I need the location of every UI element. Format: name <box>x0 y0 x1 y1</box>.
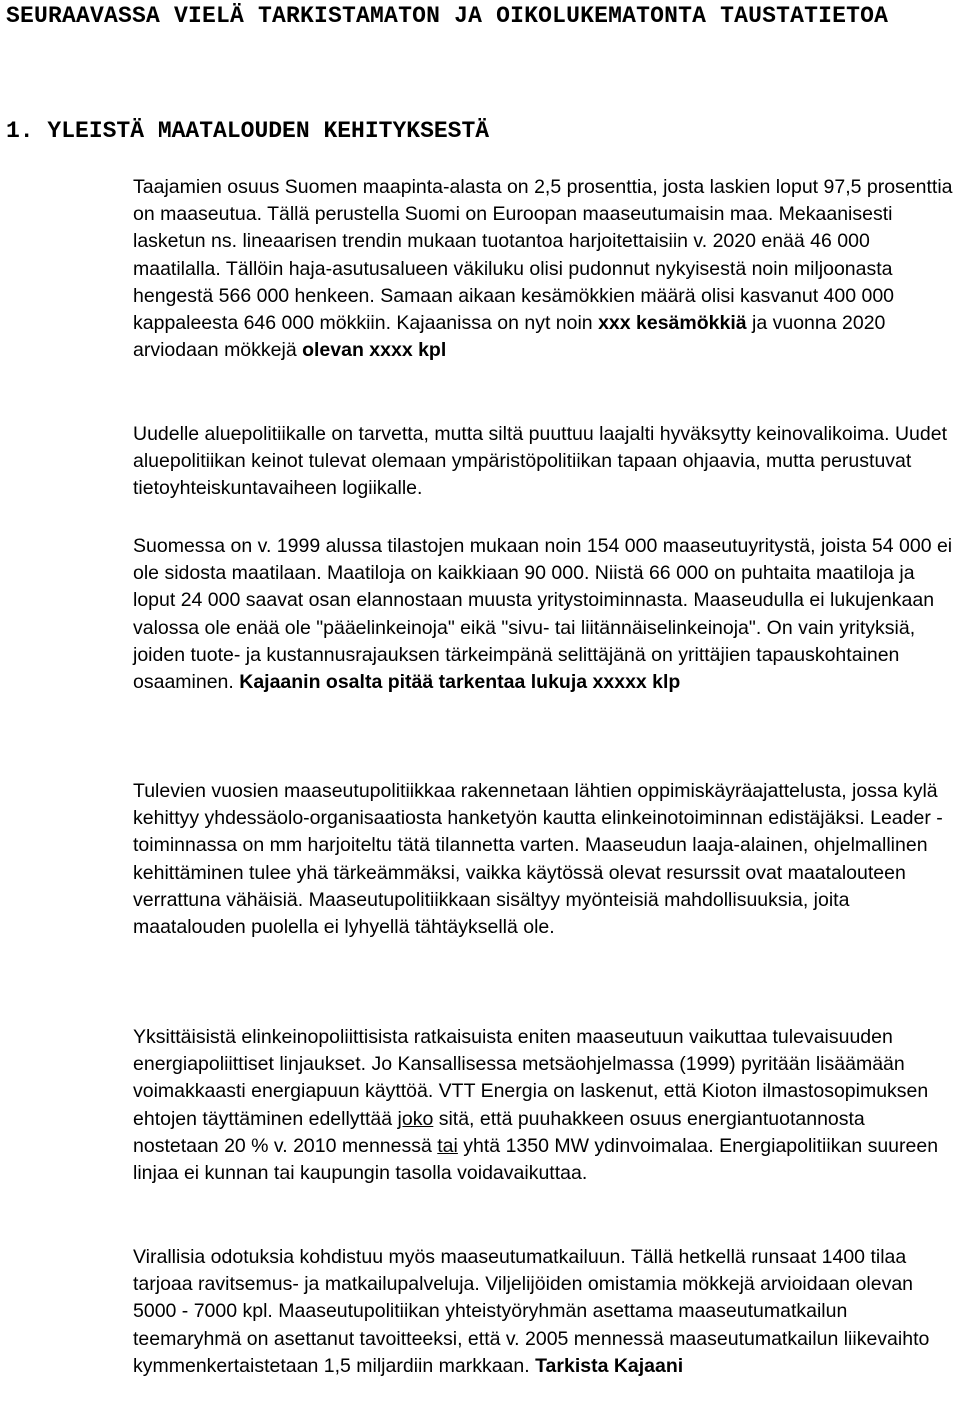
section-heading: 1. YLEISTÄ MAATALOUDEN KEHITYKSESTÄ <box>6 118 490 144</box>
paragraph-text: sitä, että puuhakkeen osuus energiantuotannosta nostetaan 20 % v. 2010 mennessä <box>133 1107 865 1157</box>
paragraph-text: Virallisia odotuksia kohdistuu myös maaseutumatkailuun. Tällä hetkellä runsaat 1400 tilaa tarjoaa ravitsemus- ja matkailupalveluja. Viljelijöiden omistamia mökkejä arvioidaan olevan 5000 - 7000 kpl. Maaseutupolitiikan yhteistyöryhmän asettama maaseutumatkailun teemaryhmä on asettanut tavoitteeksi, että v. 2005 mennessä maaseutumatkailun liikevaihto kymmenkertaistetaan 1,5 miljardiin markkaan. <box>133 1246 930 1377</box>
paragraph-regional-policy: Uudelle aluepolitiikalle on tarvetta, mutta siltä puuttuu laajalti hyväksytty keinovalikoima. Uudet aluepolitiikan keinot tulevat olemaan ympäristöpolitiikan tapaan ohjaavia, mutta perustuvat tietoyhteiskuntavaiheen logiikalle. <box>133 423 948 500</box>
highlight-cottages-2020: olevan xxxx kpl <box>302 339 447 362</box>
paragraph-future-policy: Tulevien vuosien maaseutupolitiikkaa rakennetaan lähtien oppimiskäyräajattelusta, jossa kylä kehittyy yhdessäolo-organisaatiosta hanketyön kautta elinkeinotoiminnan edistäjäksi. Leader -toiminnassa on mm harjoiteltu tätä tilannetta varten. Maaseudun laaja-alainen, ohjelmallinen kehittäminen tulee yhä tärkeämmäksi, vaikka käytössä olevat resurssit ovat maatalouteen verrattuna vähäisiä. Maaseutupolitiikkaan sisältyy myönteisiä mahdollisuuksia, joita maatalouden puolella ei lyhyellä tähtäyksellä ole. <box>133 780 943 939</box>
paragraph-text: Yksittäisistä elinkeinopoliittisista ratkaisuista eniten maaseutuun vaikuttaa tulevaisuuden energiapoliittiset linjaukset. Jo Kansallisessa metsäohjelmassa (1999) pyritään lisäämään voimakkaasti energiapuun käyttöä. VTT Energia on laskenut, että Kioton ilmastosopimuksen ehtojen täyttäminen edellyttää <box>133 1026 929 1130</box>
emphasis-or: tai <box>437 1134 458 1157</box>
paragraph-rural-enterprises <box>133 533 953 696</box>
paragraph-text: Suomessa on v. 1999 alussa tilastojen mukaan noin 154 000 maaseutuyritystä, joista 54 000 ei ole sidosta maatilaan. Maatiloja on kaikkiaan 90 000. Niistä 66 000 on puhtaita maatiloja ja loput 24 000 saavat osan elannostaan muusta yritystoiminnasta. Maaseudulla ei lukujenkaan valossa ole enää ole "pääelinkeinoja" eikä "sivu- tai liitännäiselinkeinoja". On vain yrityksiä, joiden tuote- ja kustannusrajauksen tärkeimpänä selittäjänä on yrittäjien tapauskohtainen osaaminen. <box>133 535 953 694</box>
paragraph-rural-statistics <box>133 174 953 364</box>
document-title: SEURAAVASSA VIELÄ TARKISTAMATON JA OIKOLUKEMATONTA TAUSTATIETOA <box>6 3 889 29</box>
highlight-check-kajaani: Tarkista Kajaani <box>535 1354 684 1377</box>
paragraph-text: ja vuonna 2020 arviodaan mökkejä <box>133 312 886 362</box>
paragraph-rural-tourism <box>133 1244 953 1380</box>
paragraph-text: Taajamien osuus Suomen maapinta-alasta on 2,5 prosenttia, josta laskien loput 97,5 prosenttia on maaseutua. Tällä perustella Suomi on Euroopan maaseutumaisin maa. Mekaanisesti lasketun ns. lineaarisen trendin mukaan tuotantoa harjoitettaisiin v. 2020 enää 46 000 maatilalla. Tällöin haja-asutusalueen väkiluku olisi pudonnut nykyisestä noin miljoonasta hengestä 566 000 henkeen. Samaan aikaan kesämökkien määrä olisi kasvanut 400 000 kappaleesta 646 000 mökkiin. Kajaanissa on nyt noin <box>133 176 953 335</box>
paragraph-text: yhtä 1350 MW ydinvoimalaa. Energiapolitiikan suureen linjaa ei kunnan tai kaupungin tasolla voidavaikuttaa. <box>133 1134 939 1185</box>
highlight-cottages-now: xxx kesämökkiä <box>598 312 747 335</box>
emphasis-either: joko <box>397 1107 434 1130</box>
paragraph-energy-policy <box>133 1024 953 1187</box>
highlight-kajaani-figures: Kajaanin osalta pitää tarkentaa lukuja xxxxx klp <box>239 671 681 694</box>
